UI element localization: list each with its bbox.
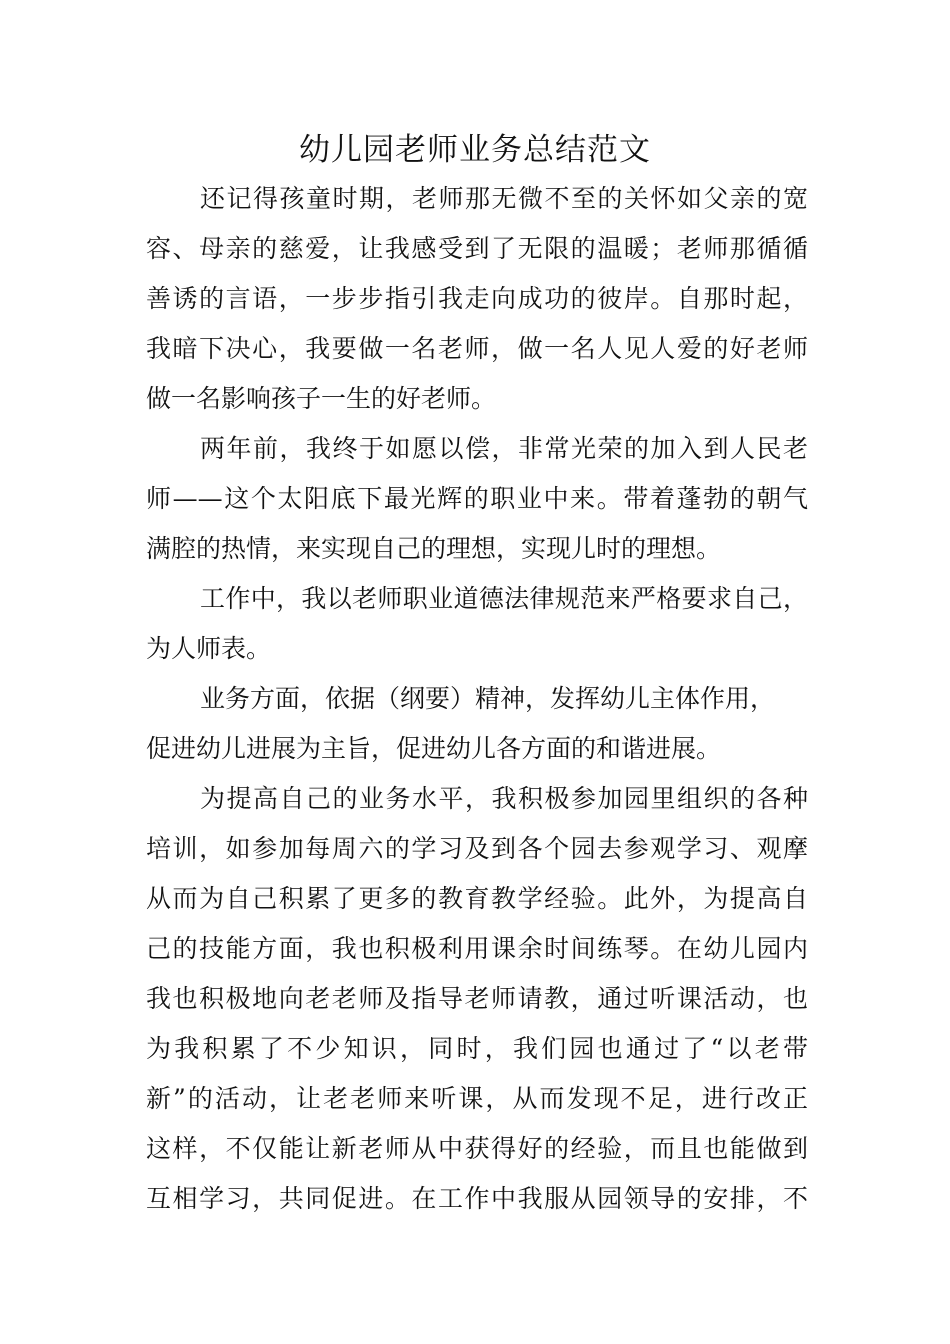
paragraph-line: 为提高自己的业务水平，我积极参加园里组织的各种 xyxy=(200,784,808,813)
paragraph-5 xyxy=(146,774,808,1224)
paragraph-line: 互相学习，共同促进。在工作中我服从园领导的安排，不 xyxy=(146,1184,808,1213)
paragraph-line: 我也积极地向老老师及指导老师请教，通过听课活动，也 xyxy=(146,984,808,1013)
paragraph-line: 己的技能方面，我也积极利用课余时间练琴。在幼儿园内 xyxy=(146,934,808,963)
paragraph-line: 师——这个太阳底下最光辉的职业中来。带着蓬勃的朝气 xyxy=(146,484,808,513)
document-title: 幼儿园老师业务总结范文 xyxy=(299,132,651,168)
paragraph-line: 做一名影响孩子一生的好老师。 xyxy=(146,384,497,413)
paragraph-2 xyxy=(146,424,808,574)
paragraph-line: 这样，不仅能让新老师从中获得好的经验，而且也能做到 xyxy=(146,1134,808,1163)
paragraph-line: 满腔的热情，来实现自己的理想，实现儿时的理想。 xyxy=(146,534,722,563)
paragraph-line: 业务方面，依据（纲要）精神，发挥幼儿主体作用， xyxy=(200,684,776,713)
paragraph-line: 从而为自己积累了更多的教育教学经验。此外，为提高自 xyxy=(146,884,808,913)
paragraph-line: 新”的活动，让老老师来听课，从而发现不足，进行改正 xyxy=(146,1084,808,1113)
paragraph-line: 培训，如参加每周六的学习及到各个园去参观学习、观摩 xyxy=(146,834,808,863)
paragraph-line: 工作中，我以老师职业道德法律规范来严格要求自己， xyxy=(200,584,808,613)
paragraph-1 xyxy=(146,174,808,424)
paragraph-line: 两年前，我终于如愿以偿，非常光荣的加入到人民老 xyxy=(200,434,808,463)
paragraph-line: 容、母亲的慈爱，让我感受到了无限的温暖；老师那循循 xyxy=(146,234,808,263)
document-body xyxy=(146,174,808,1224)
paragraph-line: 还记得孩童时期，老师那无微不至的关怀如父亲的宽 xyxy=(200,184,808,213)
paragraph-4 xyxy=(146,674,808,774)
paragraph-line: 为我积累了不少知识，同时，我们园也通过了“以老带 xyxy=(146,1034,808,1063)
paragraph-line: 促进幼儿进展为主旨，促进幼儿各方面的和谐进展。 xyxy=(146,734,722,763)
paragraph-line: 为人师表。 xyxy=(146,634,272,663)
paragraph-3 xyxy=(146,574,808,674)
paragraph-line: 善诱的言语，一步步指引我走向成功的彼岸。自那时起， xyxy=(146,284,808,313)
paragraph-line: 我暗下决心，我要做一名老师，做一名人见人爱的好老师 xyxy=(146,334,808,363)
